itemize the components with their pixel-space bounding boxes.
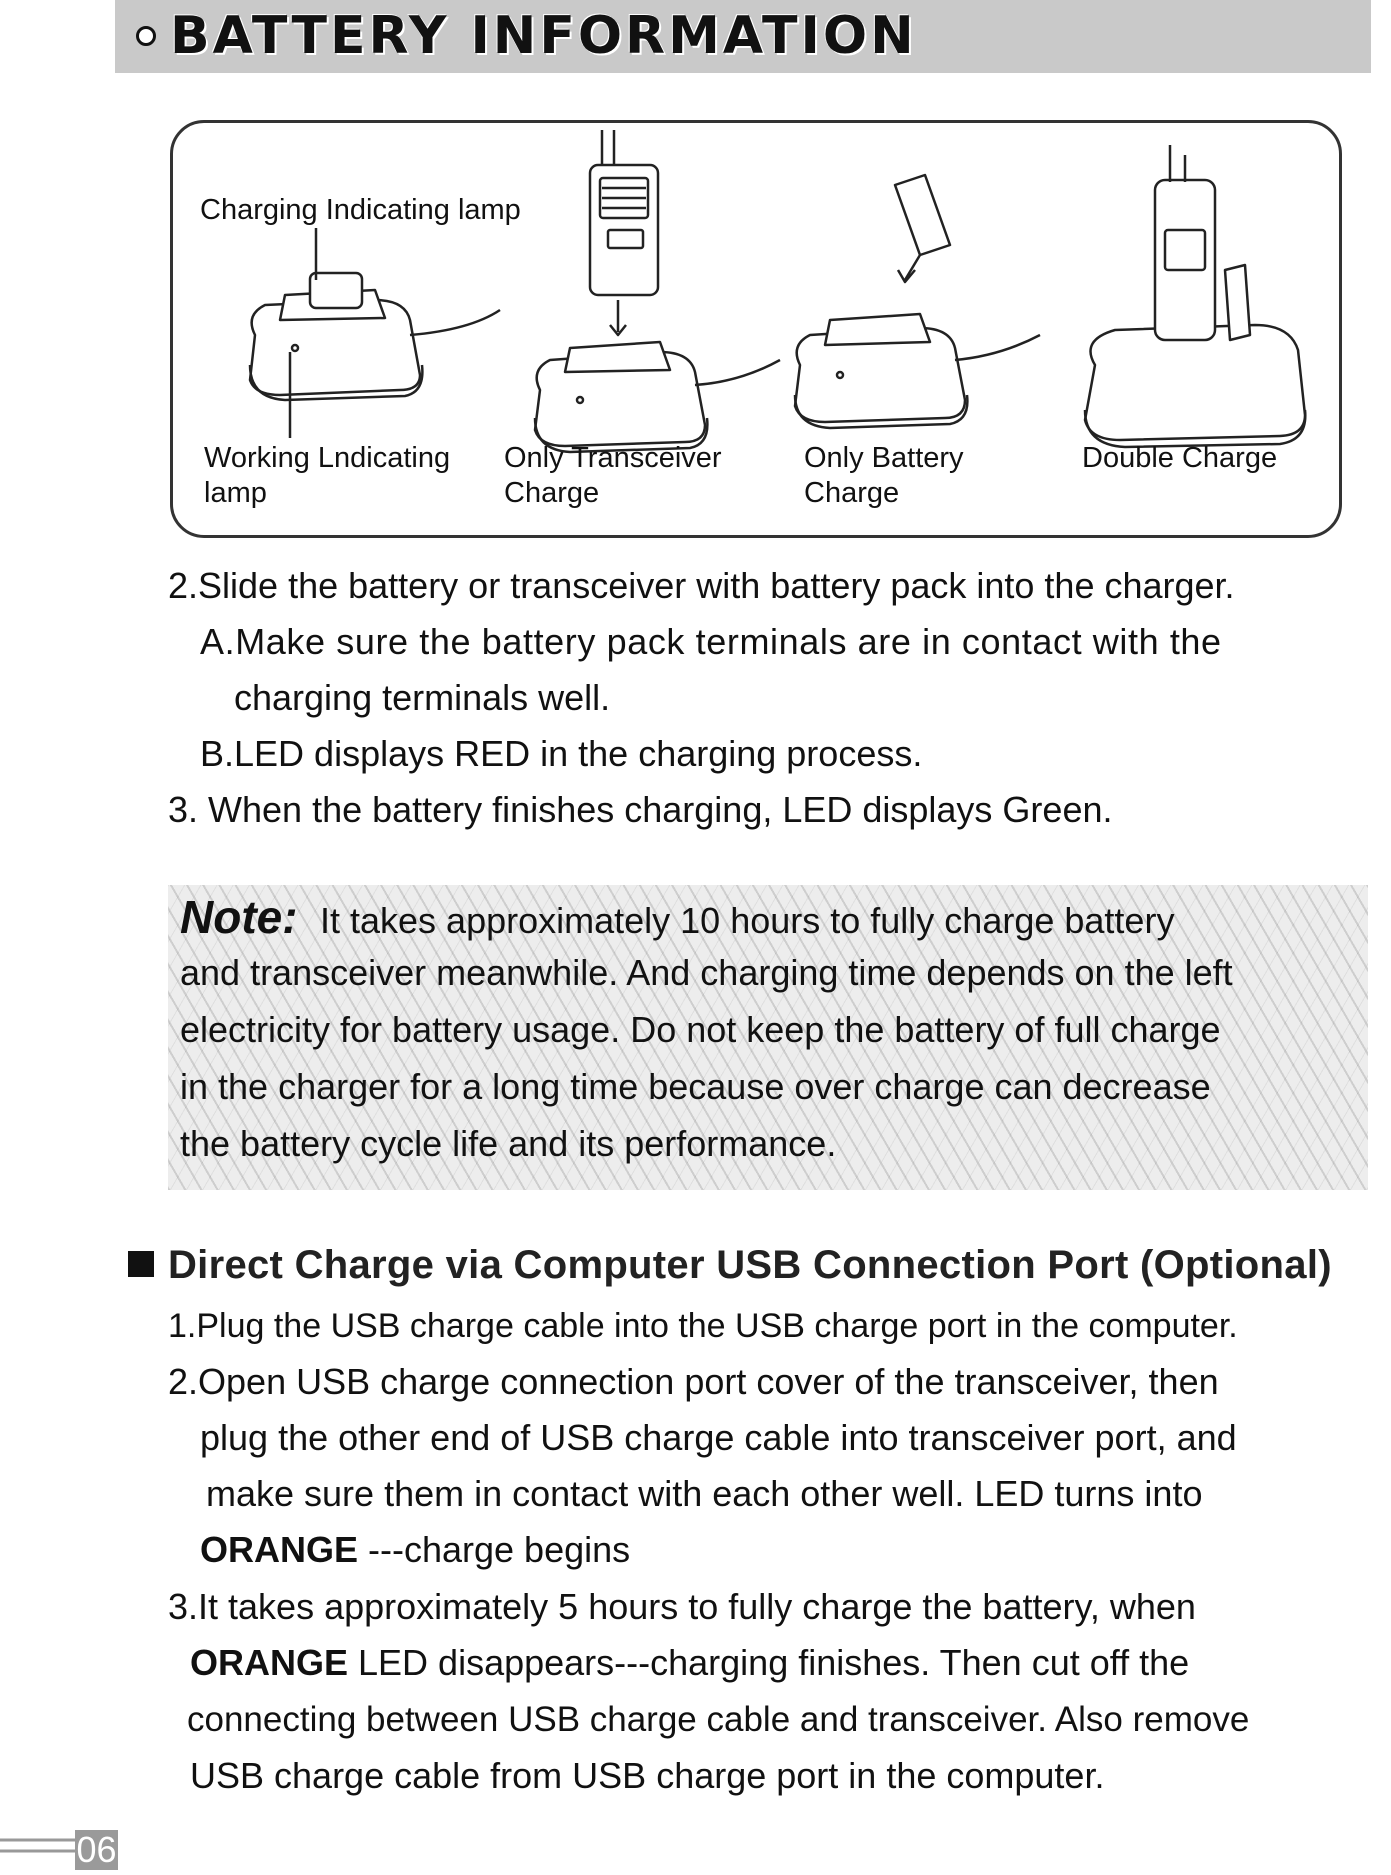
note-first-line xyxy=(180,890,1174,944)
step-2a-line1: A.Make sure the battery pack terminals are in contact with the xyxy=(200,621,1222,662)
section-bullet-square-icon xyxy=(128,1251,154,1277)
note-line: in the charger for a long time because over charge can decrease xyxy=(180,1066,1211,1107)
note-line: It takes approximately 10 hours to fully charge battery xyxy=(320,900,1175,941)
usb-step-3-line1: 3.It takes approximately 5 hours to fully charge the battery, when xyxy=(168,1586,1196,1627)
label-transceiver-line2: Charge xyxy=(504,477,600,509)
usb-step-3-line2-rest: LED disappears---charging finishes. Then cut off the xyxy=(348,1642,1190,1683)
note-label: Note: xyxy=(180,891,298,943)
note-line: electricity for battery usage. Do not keep the battery of full charge xyxy=(180,1009,1221,1050)
label-transceiver-line1: Only Transceiver xyxy=(504,442,722,474)
page-number: 06 xyxy=(76,1829,117,1870)
note-line: and transceiver meanwhile. And charging time depends on the left xyxy=(180,952,1233,993)
usb-step-1: 1.Plug the USB charge cable into the USB charge port in the computer. xyxy=(168,1307,1238,1345)
page-number-rule xyxy=(0,1834,75,1858)
bullet-circle-icon xyxy=(136,26,156,46)
usb-step-2-line2: plug the other end of USB charge cable into transceiver port, and xyxy=(200,1417,1237,1458)
step-3: 3. When the battery finishes charging, LED displays Green. xyxy=(168,789,1113,830)
charger-empty-drawing xyxy=(250,228,500,438)
usb-step-2-line4-rest: ---charge begins xyxy=(358,1529,631,1570)
usb-section-title: Direct Charge via Computer USB Connection Port (Optional) xyxy=(168,1243,1332,1287)
step-2: 2.Slide the battery or transceiver with battery pack into the charger. xyxy=(168,565,1235,606)
usb-step-2-line3: make sure them in contact with each other well. LED turns into xyxy=(206,1473,1203,1514)
page-title: BATTERY INFORMATION xyxy=(170,6,917,66)
usb-step-3-line2 xyxy=(190,1643,1189,1683)
charger-battery-drawing xyxy=(795,175,1040,428)
step-2b: B.LED displays RED in the charging process. xyxy=(200,733,923,774)
note-line: the battery cycle life and its performance. xyxy=(180,1123,837,1164)
charger-double-drawing xyxy=(1085,145,1305,447)
label-charging-lamp: Charging Indicating lamp xyxy=(200,194,521,226)
label-working-lamp-line2: lamp xyxy=(204,477,267,509)
orange-keyword: ORANGE xyxy=(200,1529,359,1570)
label-double-charge: Double Charge xyxy=(1082,442,1278,474)
label-working-lamp-line1: Working Lndicating xyxy=(204,442,451,474)
charger-transceiver-drawing xyxy=(535,130,780,452)
label-battery-line1: Only Battery xyxy=(804,442,964,474)
usb-step-2-line4 xyxy=(200,1530,630,1570)
usb-step-3-line3: connecting between USB charge cable and transceiver. Also remove xyxy=(187,1700,1250,1739)
usb-step-3-line4: USB charge cable from USB charge port in the computer. xyxy=(190,1755,1105,1796)
usb-step-2-line1: 2.Open USB charge connection port cover of the transceiver, then xyxy=(168,1361,1219,1402)
label-battery-line2: Charge xyxy=(804,477,900,509)
step-2a-line2: charging terminals well. xyxy=(234,677,611,718)
orange-keyword: ORANGE xyxy=(190,1642,349,1683)
